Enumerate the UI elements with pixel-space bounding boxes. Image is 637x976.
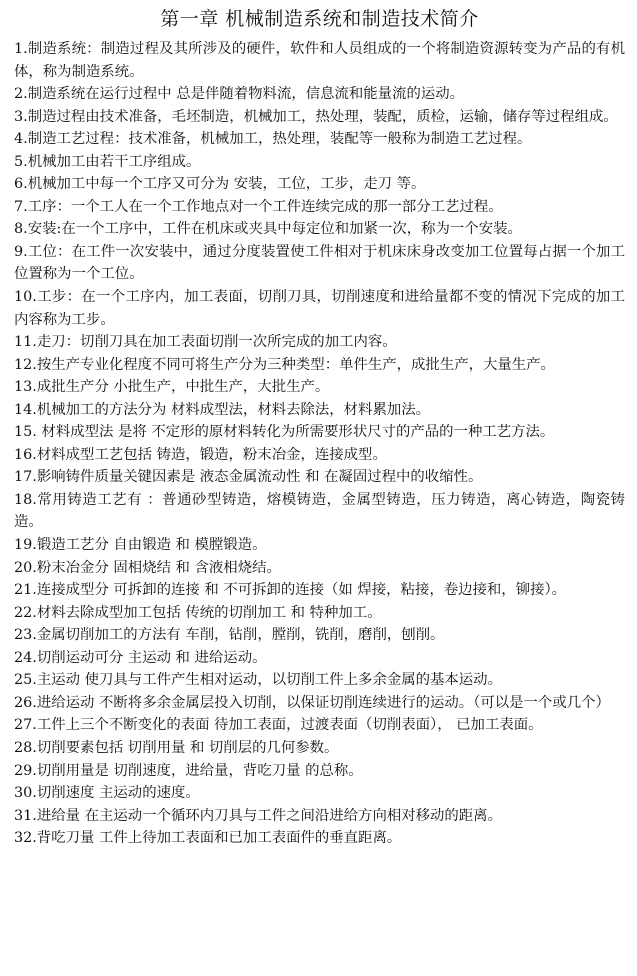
list-item: 11.走刀：切削刀具在加工表面切削一次所完成的加工内容。 xyxy=(14,334,397,351)
list-item: 28.切削要素包括 切削用量 和 切削层的几何参数。 xyxy=(14,739,339,756)
chapter-title: 第一章 机械制造系统和制造技术简介 xyxy=(160,8,479,30)
list-item: 22.材料去除成型加工包括 传统的切削加工 和 特种加工。 xyxy=(14,604,382,621)
list-item: 8.安装:在一个工序中，工件在机床或夹具中每定位和加紧一次，称为一个安装。 xyxy=(14,221,522,238)
list-item: 4.制造工艺过程：技术准备，机械加工，热处理，装配等一般称为制造工艺过程。 xyxy=(14,131,532,148)
list-item: 17.影响铸件质量关键因素是 液态金属流动性 和 在凝固过程中的收缩性。 xyxy=(14,469,483,486)
list-item: 23.金属切削加工的方法有 车削，钻削，膛削，铣削，磨削，刨削。 xyxy=(14,627,445,644)
list-item: 9.工位：在工件一次安装中，通过分度装置使工件相对于机床床身改变加工位置每占据一个加工位置称为一个工位。 xyxy=(14,243,625,283)
list-item: 20.粉末冶金分 固相烧结 和 含液相烧结。 xyxy=(14,559,281,576)
list-item: 10.工步：在一个工序内，加工表面，切削刀具，切削速度和进给量都不变的情况下完成的加工内容称为工步。 xyxy=(14,289,625,328)
list-item: 5.机械加工由若干工序组成。 xyxy=(14,153,201,170)
list-item: 29.切削用量是 切削速度，进给量，背吃刀量 的总称。 xyxy=(14,762,363,779)
list-item: 6.机械加工中每一个工序又可分为 安装，工位，工步，走刀 等。 xyxy=(14,176,426,193)
list-item: 13.成批生产分 小批生产，中批生产，大批生产。 xyxy=(14,379,330,396)
list-item: 3.制造过程由技术准备，毛坯制造，机械加工，热处理，装配，质检，运输，储存等过程组成。 xyxy=(14,108,618,125)
list-item: 14.机械加工的方法分为 材料成型法，材料去除法，材料累加法。 xyxy=(14,401,431,418)
list-item: 2.制造系统在运行过程中 总是伴随着物料流，信息流和能量流的运动。 xyxy=(14,86,465,103)
list-item: 30.切削速度 主运动的速度。 xyxy=(14,785,200,802)
definition-list xyxy=(14,38,625,850)
list-item: 21.连接成型分 可拆卸的连接 和 不可拆卸的连接（如 焊接，粘接，卷边接和，铆接）。 xyxy=(14,582,567,599)
list-item: 18.常用铸造工艺有 ：普通砂型铸造，熔模铸造，金属型铸造，压力铸造，离心铸造，陶瓷铸造。 xyxy=(14,491,625,531)
list-item: 16.材料成型工艺包括 铸造，锻造，粉末冶金，连接成型。 xyxy=(14,446,387,463)
list-item: 32.背吃刀量 工件上待加工表面和已加工表面件的垂直距离。 xyxy=(14,830,402,847)
list-item: 1.制造系统：制造过程及其所涉及的硬件，软件和人员组成的一个将制造资源转变为产品的有机体，称为制造系统。 xyxy=(14,41,625,80)
list-item: 27.工件上三个不断变化的表面 待加工表面，过渡表面（切削表面）， 已加工表面。 xyxy=(14,717,543,734)
list-item: 7.工序：一个工人在一个工作地点对一个工件连续完成的那一部分工艺过程。 xyxy=(14,198,503,215)
list-item: 31.进给量 在主运动一个循环内刀具与工件之间沿进给方向相对移动的距离。 xyxy=(14,807,502,824)
list-item: 26.进给运动 不断将多余金属层投入切削，以保证切削连续进行的运动。（可以是一个或几个） xyxy=(14,694,610,711)
list-item: 12.按生产专业化程度不同可将生产分为三种类型：单件生产，成批生产，大量生产。 xyxy=(14,356,555,373)
list-item: 25.主运动 使刀具与工件产生相对运动，以切削工件上多余金属的基本运动。 xyxy=(14,672,502,689)
list-item: 24.切削运动可分 主运动 和 进给运动。 xyxy=(14,649,267,666)
list-item: 15. 材料成型法 是将 不定形的原材料转化为所需要形状尺寸的产品的一种工艺方法。 xyxy=(14,424,555,441)
list-item: 19.锻造工艺分 自由锻造 和 模膛锻造。 xyxy=(14,537,267,554)
